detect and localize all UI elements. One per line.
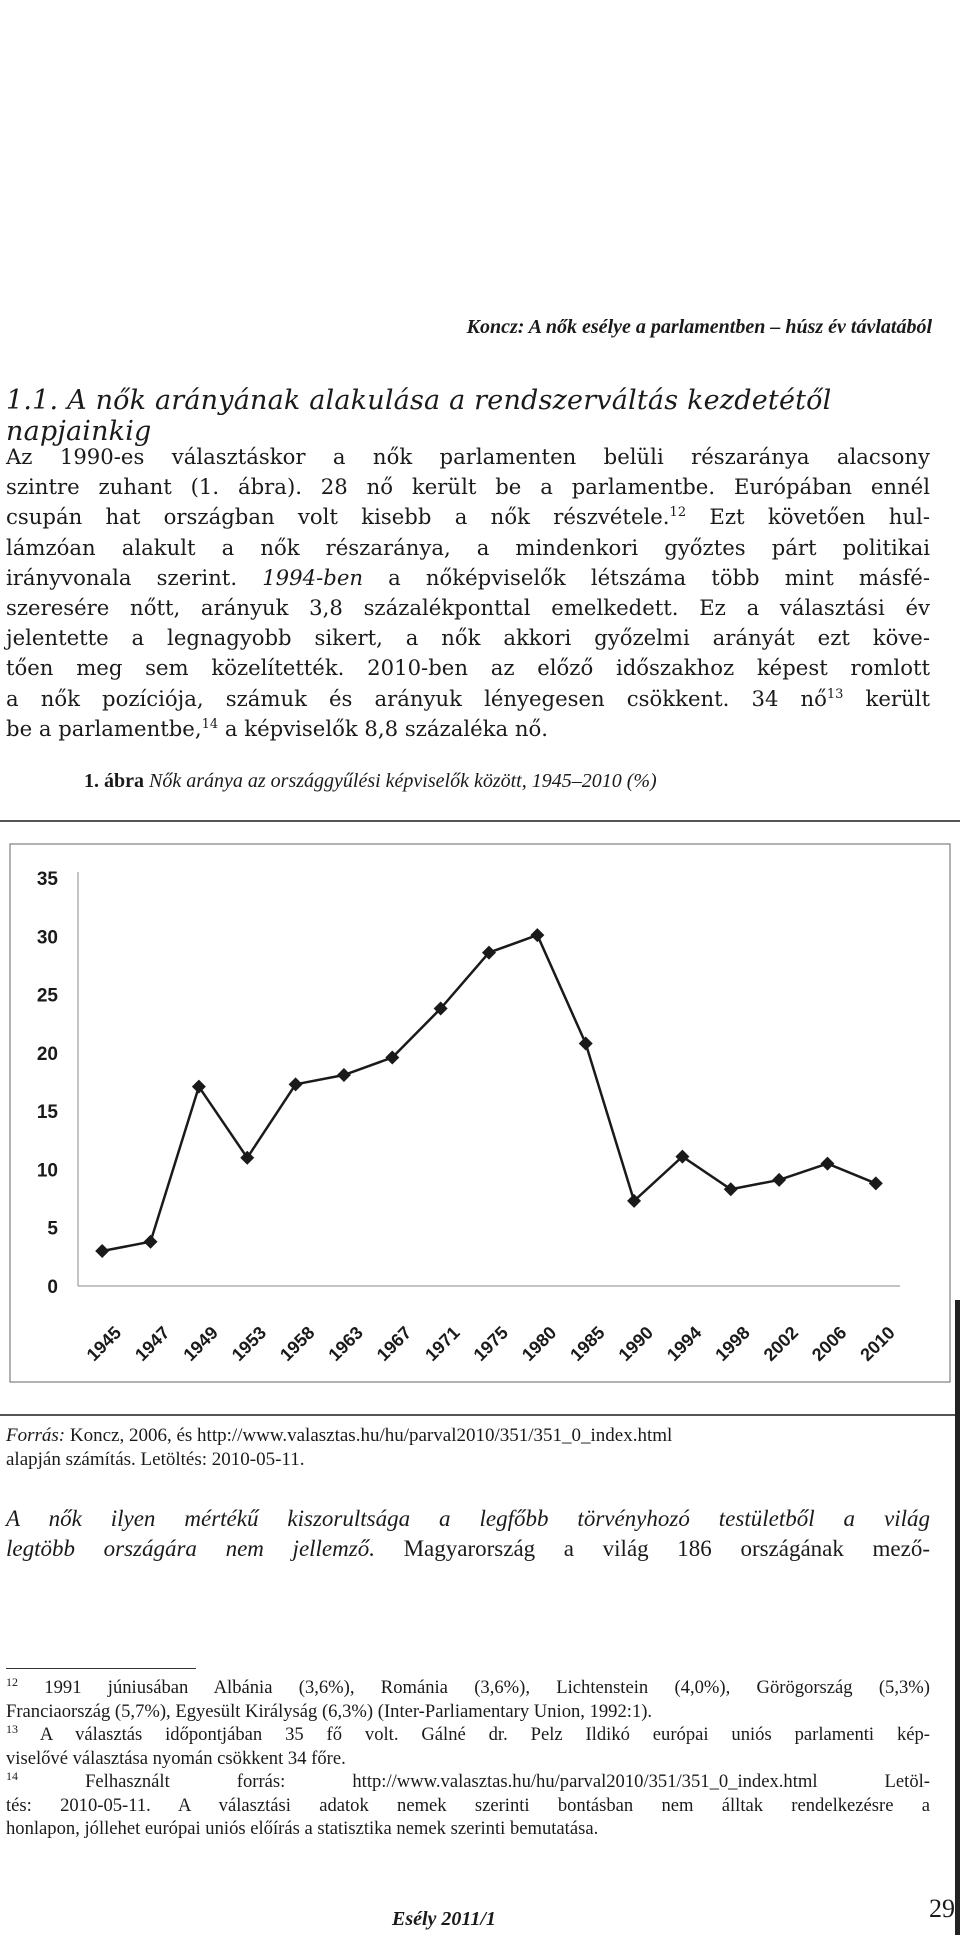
line-chart	[0, 822, 960, 1414]
y-tick-label: 30	[36, 927, 58, 949]
body-text-span: a képviselők 8,8 százaléka nő.	[224, 715, 548, 741]
figure-label: 1. ábra	[84, 770, 144, 792]
footnote-14-line: tés: 2010-05-11. A választási adatok nemek szerinti bontásban nem álltak rendelkezésre a	[6, 1794, 930, 1816]
footnote-rule	[6, 1668, 196, 1669]
chart-frame	[0, 820, 960, 1416]
source-label: Forrás:	[6, 1425, 66, 1446]
source-text: Koncz, 2006, és http://www.valasztas.hu/hu/parval2010/351/351_0_index.html	[69, 1425, 673, 1446]
y-tick-label: 5	[47, 1218, 58, 1240]
x-tick-label: 2002	[759, 1322, 803, 1365]
y-tick-label: 10	[36, 1160, 58, 1182]
footnote-ref-12[interactable]: 12	[669, 505, 687, 521]
journal-footer: Esély 2011/1	[392, 1908, 496, 1930]
body-line	[6, 714, 930, 744]
footnote-14-line	[6, 1770, 930, 1794]
x-tick-label: 1990	[614, 1322, 658, 1365]
footnote-13-line	[6, 1723, 930, 1747]
body-line: szintre zuhant (1. ábra). 28 nő került be a parlamentbe. Európában ennél	[6, 474, 930, 500]
body-line	[6, 502, 930, 532]
y-tick-label: 35	[36, 869, 58, 890]
body-line: lámzóan alakult a nők részaránya, a mindenkori győztes párt politikai	[6, 534, 930, 560]
body-text-span: került	[865, 685, 930, 711]
body-paragraph	[6, 442, 930, 744]
body-text-span: a nőképviselők létszáma több mint másfé-	[388, 564, 930, 590]
y-tick-label: 25	[36, 985, 58, 1007]
x-tick-label: 1971	[421, 1322, 464, 1365]
paragraph-2	[6, 1504, 930, 1564]
section-heading: 1.1. A nők arányának alakulása a rendszerváltás kezdetétől napjainkig	[6, 385, 832, 447]
body-text-span: csupán hat országban volt kisebb a nők részvétele.	[6, 504, 670, 530]
footnotes	[6, 1676, 930, 1841]
body-line: szeresére nőtt, arányuk 3,8 százalékponttal emelkedett. Ez a választási év	[6, 595, 930, 621]
x-tick-label: 1998	[711, 1322, 754, 1365]
y-tick-label: 15	[36, 1102, 58, 1124]
footnote-text: A választás időpontjában 35 fő volt. Gálné dr. Pelz Ildikó európai uniós parlamenti kép-	[39, 1724, 930, 1745]
para2-italic: legtöbb országára nem jellemző.	[6, 1536, 375, 1561]
para2-text: Magyarország a világ 186 országának mező-	[403, 1536, 930, 1561]
page-edge-bar	[955, 1300, 960, 1935]
body-text-span: irányvonala szerint.	[6, 564, 238, 590]
x-tick-label: 1963	[324, 1322, 367, 1365]
x-tick-label: 1975	[469, 1322, 512, 1365]
body-line: jelentette a legnagyobb sikert, a nők akkori győzelmi arányát ezt köve-	[6, 625, 930, 651]
body-text-span: be a parlamentbe,	[6, 715, 202, 741]
x-tick-label: 1994	[662, 1322, 706, 1365]
body-text-span: a nők pozíciója, számuk és arányuk lényegesen csökkent. 34 nő	[6, 685, 827, 711]
footnote-13-line: viselővé választása nyomán csökkent 34 főre.	[6, 1747, 346, 1769]
body-text-span: Ezt követően hul-	[709, 504, 930, 530]
body-line	[6, 684, 930, 714]
footnote-number: 13	[6, 1721, 18, 1736]
x-tick-label: 1949	[179, 1322, 222, 1365]
page-number: 29	[929, 1894, 955, 1923]
footnote-12-line: Franciaország (5,7%), Egyesült Királyság (6,3%) (Inter-Parliamentary Union, 1992:1).	[6, 1700, 653, 1722]
footnote-text: Felhasznált forrás: http://www.valasztas.hu/hu/parval2010/351/351_0_index.html Letöl-	[85, 1771, 930, 1792]
para2-line	[6, 1534, 930, 1564]
x-tick-label: 1980	[517, 1322, 561, 1365]
body-line: tően meg sem közelítették. 2010-ben az előző időszakhoz képest romlott	[6, 655, 930, 681]
x-tick-label: 2010	[856, 1322, 899, 1365]
body-text-italic: 1994-ben	[262, 564, 364, 590]
chart-plot-border	[10, 844, 950, 1382]
x-tick-label: 1945	[82, 1322, 126, 1365]
figure-source	[6, 1424, 936, 1472]
footnote-12-line	[6, 1676, 930, 1700]
figure-title: Nők aránya az országgyűlési képviselők között, 1945–2010 (%)	[149, 770, 657, 792]
body-line	[6, 563, 930, 593]
para2-italic: A nők ilyen mértékű kiszorultsága a legfőbb törvényhozó testületből a világ	[6, 1506, 930, 1531]
y-tick-label: 0	[47, 1277, 58, 1298]
running-head: Koncz: A nők esélye a parlamentben – húsz év távlatából	[466, 316, 932, 338]
footnote-14-line: honlapon, jóllehet európai uniós előírás a statisztika nemek szerinti bemutatása.	[6, 1818, 599, 1839]
footnote-ref-13[interactable]: 13	[826, 686, 844, 702]
footnote-number: 12	[6, 1674, 18, 1689]
x-tick-label: 1967	[372, 1322, 416, 1365]
figure-caption	[84, 770, 657, 793]
source-text-2: alapján számítás. Letöltés: 2010-05-11.	[6, 1449, 305, 1470]
para2-line	[6, 1504, 930, 1534]
x-tick-label: 1947	[131, 1322, 174, 1365]
x-tick-label: 1985	[566, 1322, 609, 1365]
body-line: Az 1990-es választáskor a nők parlamenten belüli részaránya alacsony	[6, 444, 930, 469]
y-tick-label: 20	[36, 1043, 58, 1065]
footnote-ref-14[interactable]: 14	[201, 716, 219, 732]
footnote-number: 14	[6, 1768, 18, 1783]
x-tick-label: 1958	[276, 1322, 319, 1365]
footnote-text: 1991 júniusában Albánia (3,6%), Románia (3,6%), Lichtenstein (4,0%), Görögország (5,3%)	[44, 1677, 930, 1698]
x-tick-label: 2006	[807, 1322, 851, 1365]
x-tick-label: 1953	[227, 1322, 271, 1365]
